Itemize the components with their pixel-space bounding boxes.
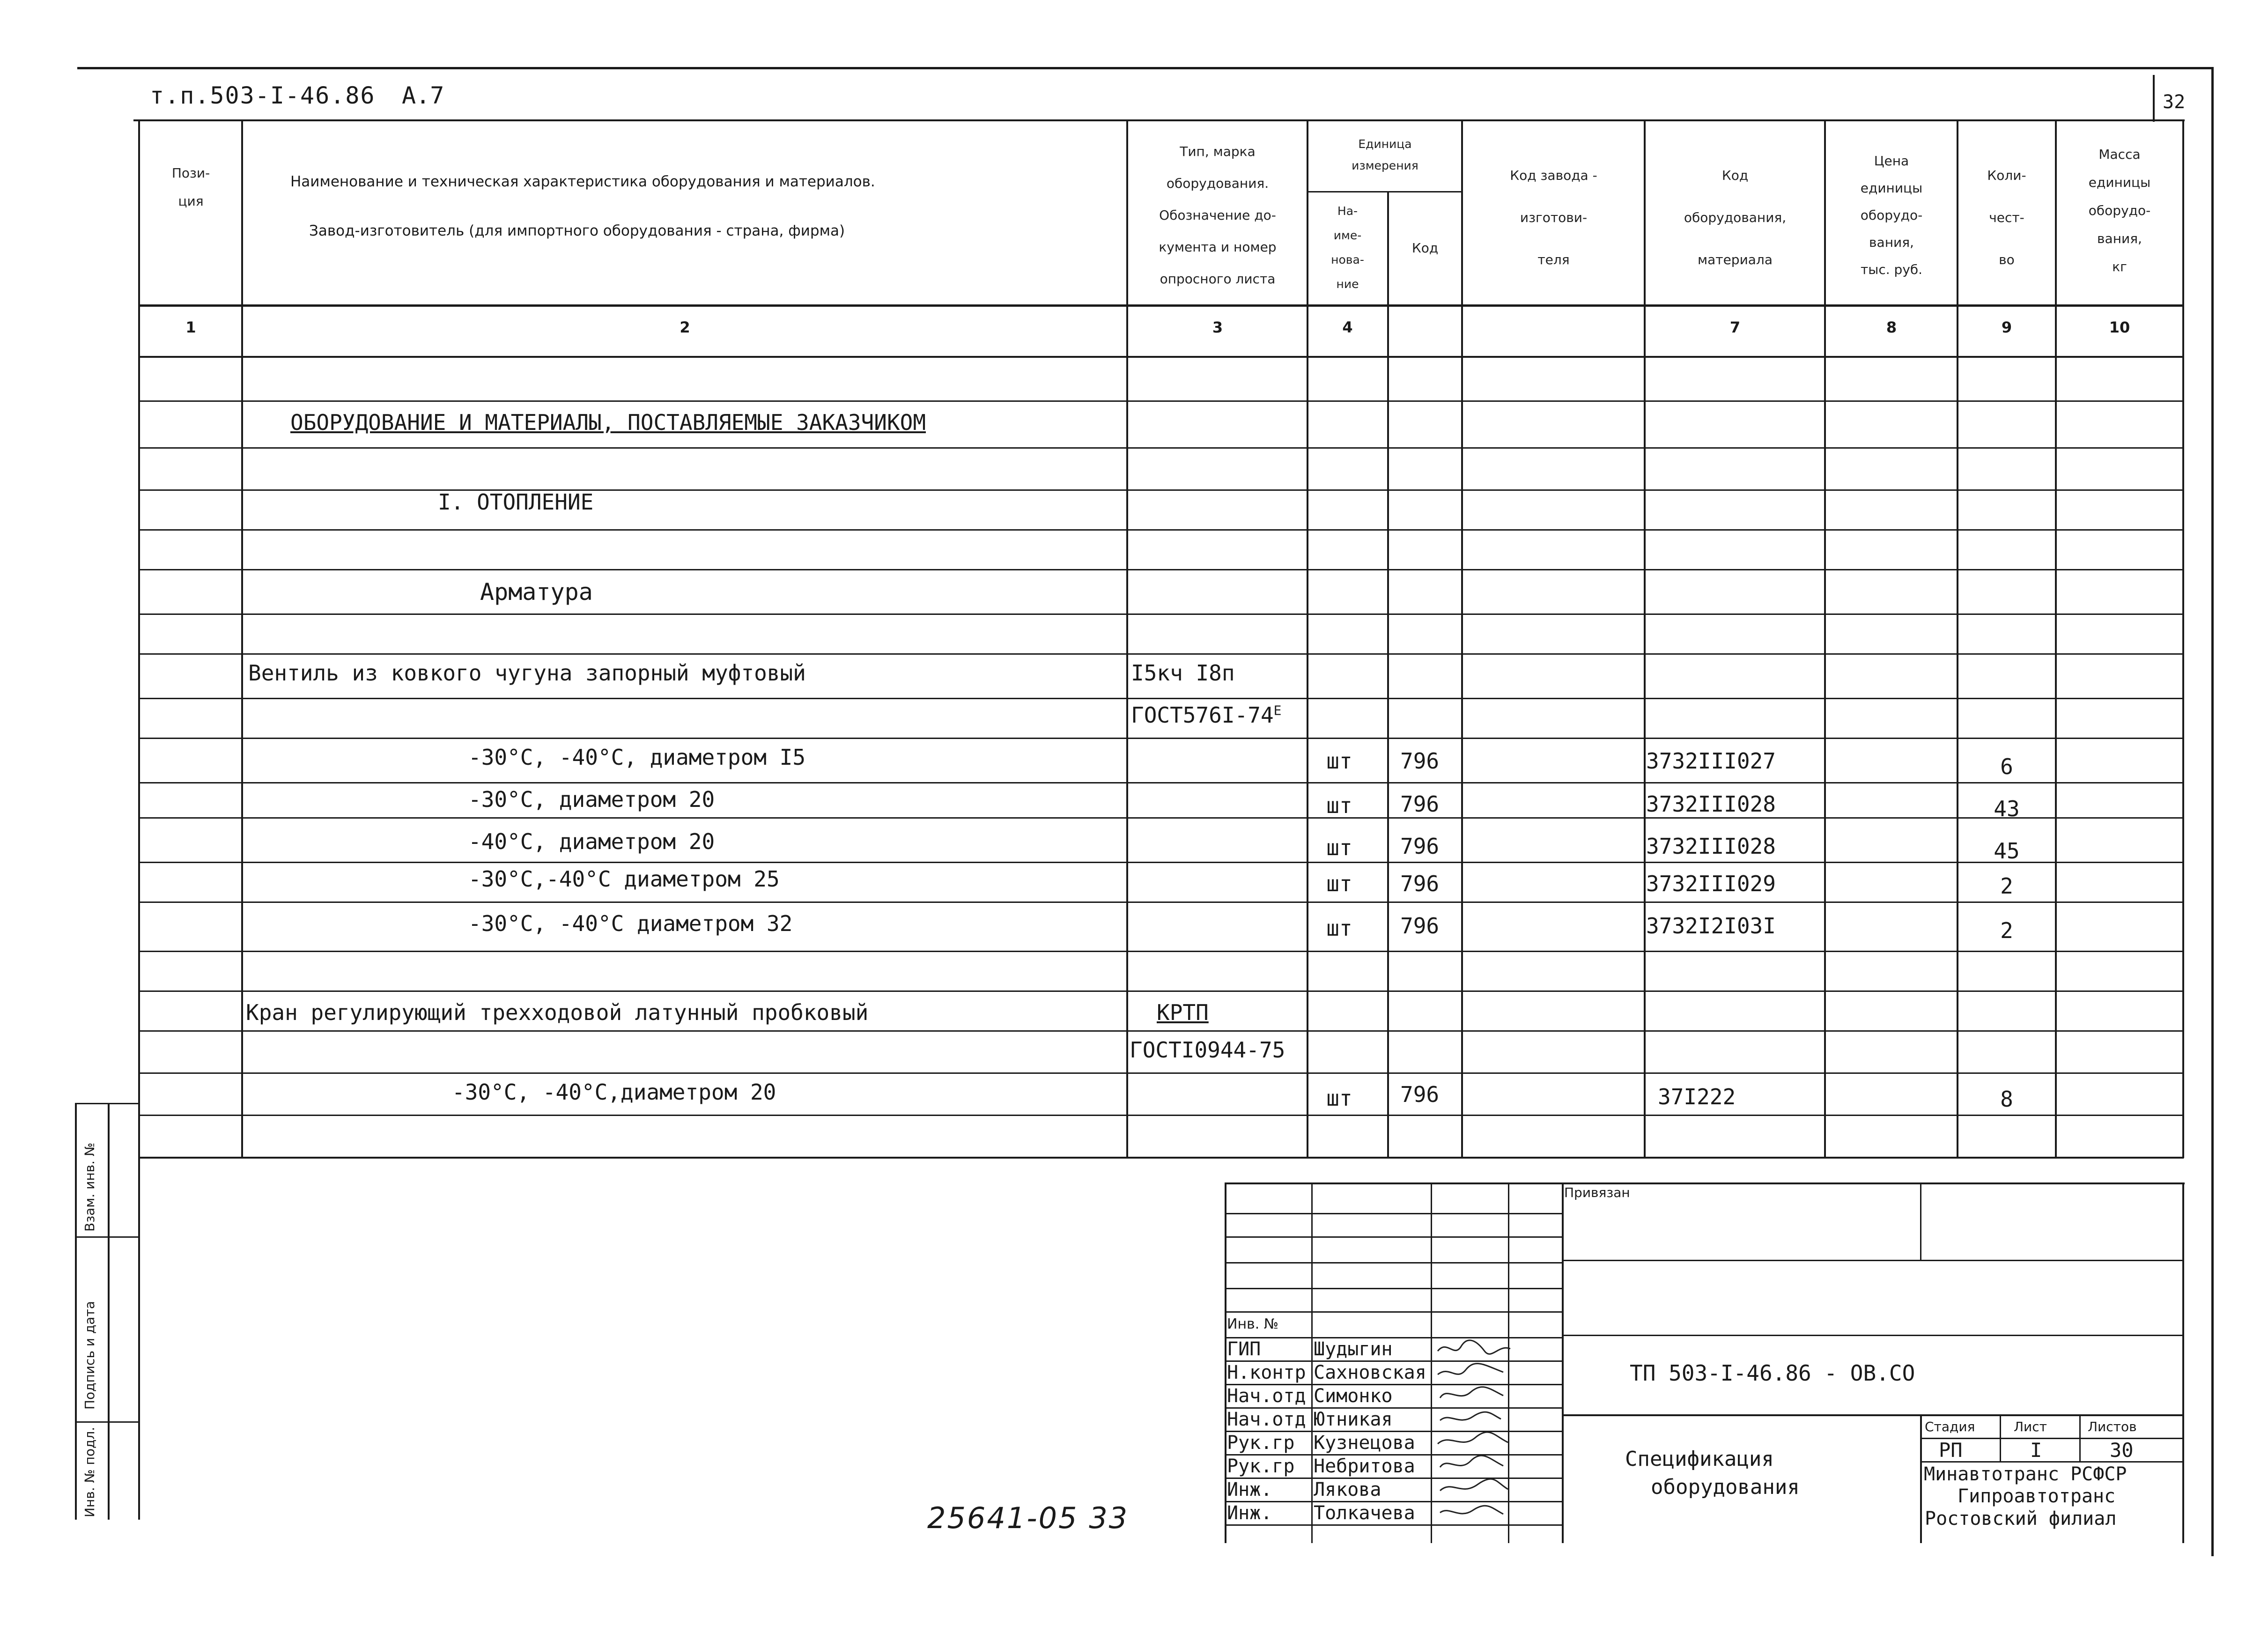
col-header-factory-code: Код завода - изготови- теля [1510,168,1597,267]
page-number: 32 [2163,91,2186,113]
col-num-8: 8 [1886,318,1897,336]
tb-role: Рук.гр [1227,1456,1295,1477]
tb-person-name: Кузнецова [1314,1432,1415,1454]
page-box-left [2153,75,2155,122]
tb-role: Н.контр [1227,1362,1306,1383]
tb-role: ГИП [1227,1338,1261,1360]
document-reference: т.п.503-I-46.86 [150,82,376,109]
col-header-name-line2: Завод-изготовитель (для импортного оборудования - страна, фирма) [309,222,845,239]
col-header-type: Тип, марка оборудования. Обозначение до- кумента и номер опросного листа [1159,144,1277,287]
col-header-name-line1: Наименование и техническая характеристика оборудования и материалов. [290,173,875,190]
tb-sheets: 30 [2110,1439,2134,1462]
col-num-1: 1 [185,318,196,336]
row-unit: шт [1326,916,1352,941]
signature-scribbles [1433,1337,1515,1524]
tb-role: Рук.гр [1227,1432,1295,1454]
tb-person-name: Шудыгин [1314,1338,1393,1360]
tb-sheets-label: Листов [2088,1419,2137,1434]
row-unit: шт [1326,793,1352,818]
row-quantity: 2 [2000,918,2013,943]
tb-org-2: Гипроавтотранс [1958,1485,2116,1507]
row-equipment-code: 3732I2I03I [1646,913,1776,938]
row-unit: шт [1326,835,1352,860]
side-stamp-vzam: Взам. инв. № [82,1142,97,1232]
row-quantity: 6 [2000,754,2013,779]
row-quantity: 8 [2000,1086,2013,1112]
handwritten-number: 25641-05 33 [927,1501,1129,1535]
tb-person-name: Сахновская [1314,1362,1426,1383]
tb-person-name: Симонко [1314,1385,1393,1407]
row-name: -30°C, -40°C, диаметром I5 [468,745,806,770]
row-equipment-code: 3732III027 [1646,748,1776,774]
col-num-3: 3 [1212,318,1223,336]
row-unit: шт [1326,1086,1352,1111]
tb-stage: РП [1939,1439,1963,1462]
col-header-equipment-code: Код оборудования, материала [1684,168,1787,267]
row-code: 796 [1400,748,1440,774]
tb-role: Инж. [1227,1479,1272,1500]
album-reference: A.7 [402,82,444,109]
row-name: -30°C, -40°C,диаметром 20 [452,1079,776,1105]
tb-sheet-label: Лист [2014,1419,2047,1434]
row-unit: шт [1326,871,1352,896]
tb-role: Нач.отд [1227,1385,1306,1407]
tb-person-name: Ютникая [1314,1409,1393,1430]
subsection-heating: I. ОТОПЛЕНИЕ [438,489,594,515]
section-title: ОБОРУДОВАНИЕ И МАТЕРИАЛЫ, ПОСТАВЛЯЕМЫЕ ЗАКАЗЧИКОМ [290,410,926,435]
side-stamp-inv: Инв. № подл. [82,1426,97,1517]
valve-gost: $ГОСТ576I-74^Е$ [1131,702,1282,728]
col-header-quantity: Коли- чест- во [1987,168,2026,267]
tb-person-name: Толкачева [1314,1502,1415,1524]
crane-gost: ГОСТI0944-75 [1130,1037,1285,1063]
col-num-4: 4 [1342,318,1353,336]
row-code: 796 [1400,913,1440,938]
row-equipment-code: 3732III028 [1646,834,1776,859]
col-num-9: 9 [2001,318,2012,336]
tb-title-line1: Спецификация [1625,1447,1774,1471]
row-equipment-code: 3732III029 [1646,871,1776,896]
col-num-10: 10 [2109,318,2130,336]
row-code: 796 [1400,1082,1440,1107]
tb-stage-label: Стадия [1925,1419,1975,1434]
col-num-2: 2 [680,318,690,336]
row-equipment-code: 3732III028 [1646,791,1776,817]
tb-document-code: ТП 503-I-46.86 - ОВ.СО [1630,1360,1915,1386]
tb-role: Инж. [1227,1502,1272,1524]
valve-type: I5кч I8п [1131,660,1235,686]
side-stamp-podpis: Подпись и дата [82,1301,97,1410]
row-code: 796 [1400,871,1440,896]
col-header-unit-name: На- име- нова- ние [1331,204,1364,291]
col-header-unit-code: Код [1411,240,1439,256]
tb-privyazan: Привязан [1564,1185,1630,1200]
frame-top-line [77,67,2213,69]
row-code: 796 [1400,791,1440,817]
col-num-7: 7 [1729,318,1741,336]
row-code: 796 [1400,834,1440,859]
frame-right-line [2211,67,2214,1556]
row-quantity: 2 [2000,873,2013,899]
header-underline [133,119,2185,121]
row-unit: шт [1326,748,1352,774]
col-header-position: Пози- ция [171,165,210,209]
tb-org-3: Ростовский филиал [1925,1508,2117,1530]
tb-org-1: Минавтотранс РСФСР [1924,1463,2127,1485]
tb-person-name: Небритова [1314,1456,1415,1477]
valve-name: Вентиль из ковкого чугуна запорный муфтовый [248,660,806,686]
col-header-mass: Масса единицы оборудо- вания, кг [2088,147,2151,274]
row-name: -30°C, -40°C диаметром 32 [468,911,793,936]
tb-inv-no: Инв. № [1227,1316,1279,1332]
tb-title-line2: оборудования [1651,1475,1800,1499]
row-name: -30°C, диаметром 20 [468,787,715,812]
col-header-price: Цена единицы оборудо- вания, тыс. руб. [1860,153,1923,277]
row-quantity: 45 [1994,838,2020,864]
crane-name: Кран регулирующий трехходовой латунный пробковый [246,1000,869,1025]
row-quantity: 43 [1994,796,2020,821]
row-equipment-code: 37I222 [1658,1084,1736,1109]
tb-role: Нач.отд [1227,1409,1306,1430]
col-header-unit-group: Единица измерения [1352,137,1418,172]
tb-sheet: I [2030,1439,2042,1462]
group-fittings: Арматура [480,578,593,606]
tb-person-name: Лякова [1314,1479,1381,1500]
row-name: -40°C, диаметром 20 [468,829,715,854]
crane-type: КРТП [1157,1000,1209,1025]
row-name: -30°C,-40°C диаметром 25 [468,866,780,892]
